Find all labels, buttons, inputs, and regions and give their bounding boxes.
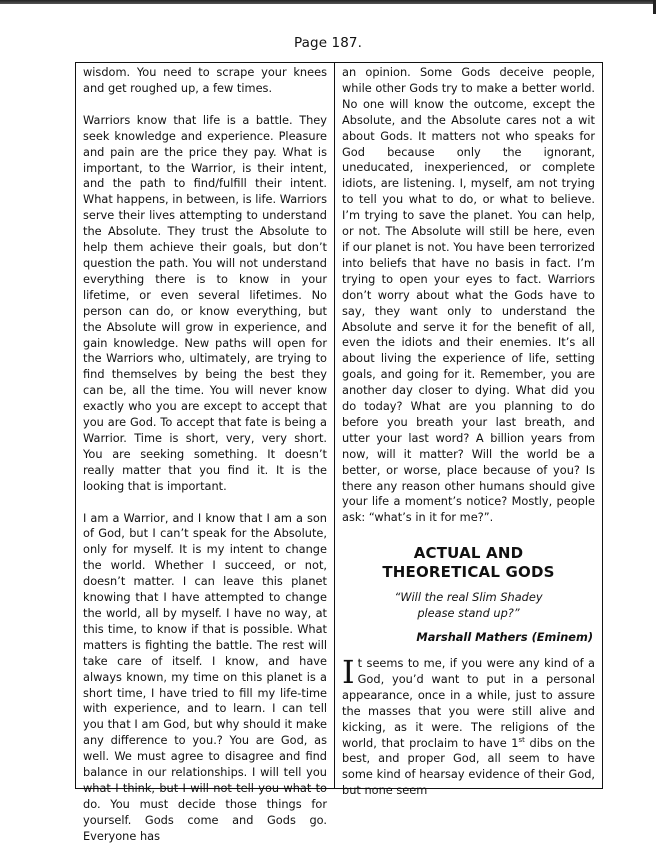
paragraph: I am a Warrior, and I know that I am a son of God, but I can’t speak for the Absolute, only for myself. It is my intent to change the world. Whether I succeed, or not, doesn’t matter. I can leave this planet knowing that I have attempted to change the world, all by myself. I have no way, at this time, to know if that is possible. What matters is fighting the battle. The rest will take care of itself. I know, and have always known, my time on this planet is a short time, I have tried to fill my life-time with experience, and to learn. I can tell you that I am God, but why should it make any difference to you.? You are God, as well. We must agree to disagree and find balance in our relationships. I will tell you what I think, but I will not tell you what to do. You must decide those things for yourself. Gods come and Gods go. Everyone has (83, 510, 327, 843)
paragraph: wisdom. You need to scrape your knees and get roughed up, a few times. (83, 65, 327, 95)
epigraph-attribution: Marshall Mathers (Eminem) (416, 630, 593, 645)
right-column (335, 63, 602, 798)
paragraph: an opinion. Some Gods deceive people, while other Gods try to make a better world. No one will know the outcome, except the Absolute, and the Absolute cares not a wit about Gods. It matters not who speaks for God because only the ignorant, uneducated, inexperienced, or complete idiots, are listening. I, myself, am not trying to tell you what to do, or what to believe. I’m trying to save the planet. You can help, or not. The Absolute will still be here, even if our planet is not. You have been terrorized into beliefs that have no basis in fact. I’m trying to open your eyes to fact. Warriors don’t worry about what the Gods have to say, they want only to understand the Absolute and serve it for the benefit of all, even the idiots and their enemies. It’s all about living the experience of life, setting goals, and going for it. Remember, you are another day closer to dying. What did you do today? What are you planning to do before you breath your last breath, and utter your last word? A billion years from now, will it matter? Will the world be a better, or worse, place because of you? Is there any reason other humans should give your life a moment’s notice? Mostly, people ask: “what’s in it for me?”. (342, 65, 595, 525)
superscript: st (518, 735, 525, 744)
section-heading-line: THEORETICAL GODS (382, 563, 555, 582)
body-paragraph (342, 653, 595, 799)
epigraph (342, 590, 595, 622)
paragraph: Warriors know that life is a battle. They seek knowledge and experience. Pleasure and pain are the price they pay. What is important, to the Warrior, is their intent, and the path to find/fulfill their intent. What happens, in between, is life. Warriors serve their lives attempting to understand the Absolute. They trust the Absolute to help them achieve their goals, but don’t question the path. You will not understand everything there is to know in your lifetime, or even several lifetimes. No person can do, or know everything, but the Absolute will grow in experience, and gain knowledge. New paths will open for the Warriors who, ultimately, are trying to find themselves by being the best they can be, all the time. You will never know exactly who you are except to accept that you are God. To accept that fate is being a Warrior. Time is short, very, very short. You are seeking something. It doesn’t really matter that you find it. It is the looking that is important. (83, 112, 327, 493)
section-heading-line: ACTUAL AND (413, 544, 524, 563)
section-heading (342, 544, 595, 582)
drop-cap: I (342, 653, 355, 691)
scan-edge (0, 0, 656, 4)
body-text: t seems to me, if you were any kind of a God, you’d want to put in a personal appearance, once in a while, just to assure the masses that you were still alive and kicking, as it were. The religions of the world, that proclaim to have 1 (342, 656, 595, 750)
page-number: Page 187. (294, 35, 362, 51)
epigraph-line: please stand up?” (417, 606, 520, 621)
text-frame (75, 62, 603, 843)
body-text: dibs on the best, and proper God, all seem to have some kind of hearsay evidence of their God, but none seem (342, 735, 595, 798)
left-column (76, 63, 335, 843)
epigraph-line: “Will the real Slim Shadey (394, 590, 543, 605)
